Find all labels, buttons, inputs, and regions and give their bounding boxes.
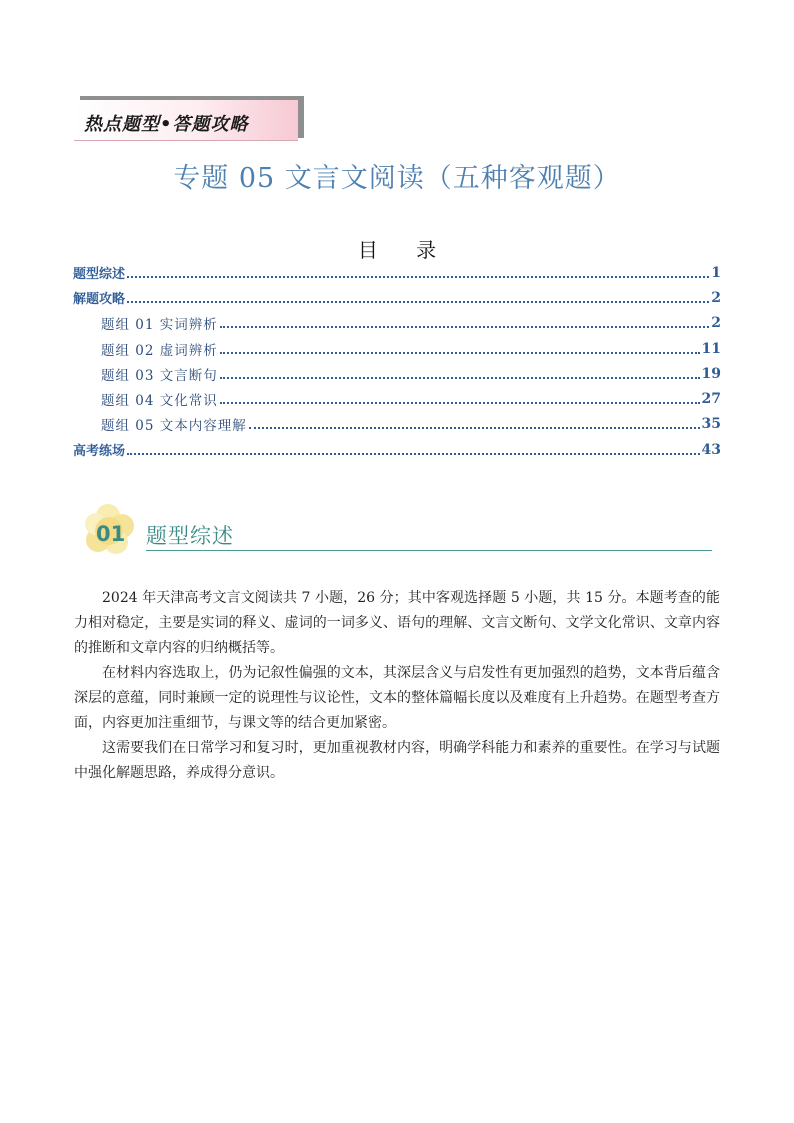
toc-item[interactable] [73,285,721,310]
toc-item-label: 题组 02 虚词辨析 [101,342,218,359]
section-title: 题型综述 [146,524,234,548]
page-title: 专题 05 文言文阅读（五种客观题） [173,163,621,194]
toc-leader-dots [220,377,700,379]
toc-leader-dots [127,301,709,303]
toc-item-page: 35 [701,416,721,433]
toc-item[interactable] [73,386,721,411]
toc-leader-dots [220,352,700,354]
toc-item[interactable] [73,412,721,437]
section-header [84,504,714,564]
toc-item[interactable] [73,336,721,361]
toc-item-page: 11 [701,340,721,357]
toc-item-label: 解题攻略 [73,292,126,308]
toc-leader-dots [220,326,709,328]
toc-leader-dots [127,276,709,278]
header-banner [74,100,300,140]
toc-item-label: 题组 03 文言断句 [101,367,218,384]
section-divider [146,550,712,551]
toc-heading: 目 录 [357,238,453,262]
toc-item[interactable] [73,260,721,285]
toc-item[interactable] [73,311,721,336]
banner-text: 热点题型•答题攻略 [84,114,249,135]
paragraph: 在材料内容选取上，仍为记叙性偏强的文本，其深层含义与启发性有更加强烈的趋势，文本背后蕴含深层的意蕴，同时兼顾一定的说理性与议论性，文本的整体篇幅长度以及难度有上升趋势。在题型考查方面，内容更加注重细节，与课文等的结合更加紧密。 [74,665,720,731]
toc-item-label: 题组 04 文化常识 [101,393,218,410]
toc-leader-dots [249,427,700,429]
paragraph: 这需要我们在日常学习和复习时，更加重视教材内容，明确学科能力和素养的重要性。在学习与试题中强化解题思路，养成得分意识。 [74,740,720,781]
toc-item-page: 1 [711,264,721,281]
toc-item[interactable] [73,437,721,462]
toc-leader-dots [220,402,700,404]
toc-item-label: 题组 01 实词辨析 [101,317,218,334]
toc-item-page: 43 [701,441,721,458]
paragraph: 2024 年天津高考文言文阅读共 7 小题，26 分；其中客观选择题 5 小题，共 15 分。本题考查的能力相对稳定，主要是实词的释义、虚词的一词多义、语句的理解、文言文断句、文学文化常识、文章内容的推断和文章内容的归纳概括等。 [74,590,720,656]
toc-leader-dots [127,453,700,455]
toc-item[interactable] [73,361,721,386]
toc-item-label: 题组 05 文本内容理解 [101,418,247,435]
toc-item-page: 19 [701,365,721,382]
section-number: 01 [96,522,126,546]
toc-item-page: 27 [701,391,721,408]
toc-item-page: 2 [711,315,721,332]
toc-item-label: 题型综述 [73,267,126,283]
toc-item-label: 高考练场 [73,444,126,460]
section-body [74,586,720,786]
table-of-contents [73,260,721,462]
toc-item-page: 2 [711,289,721,306]
